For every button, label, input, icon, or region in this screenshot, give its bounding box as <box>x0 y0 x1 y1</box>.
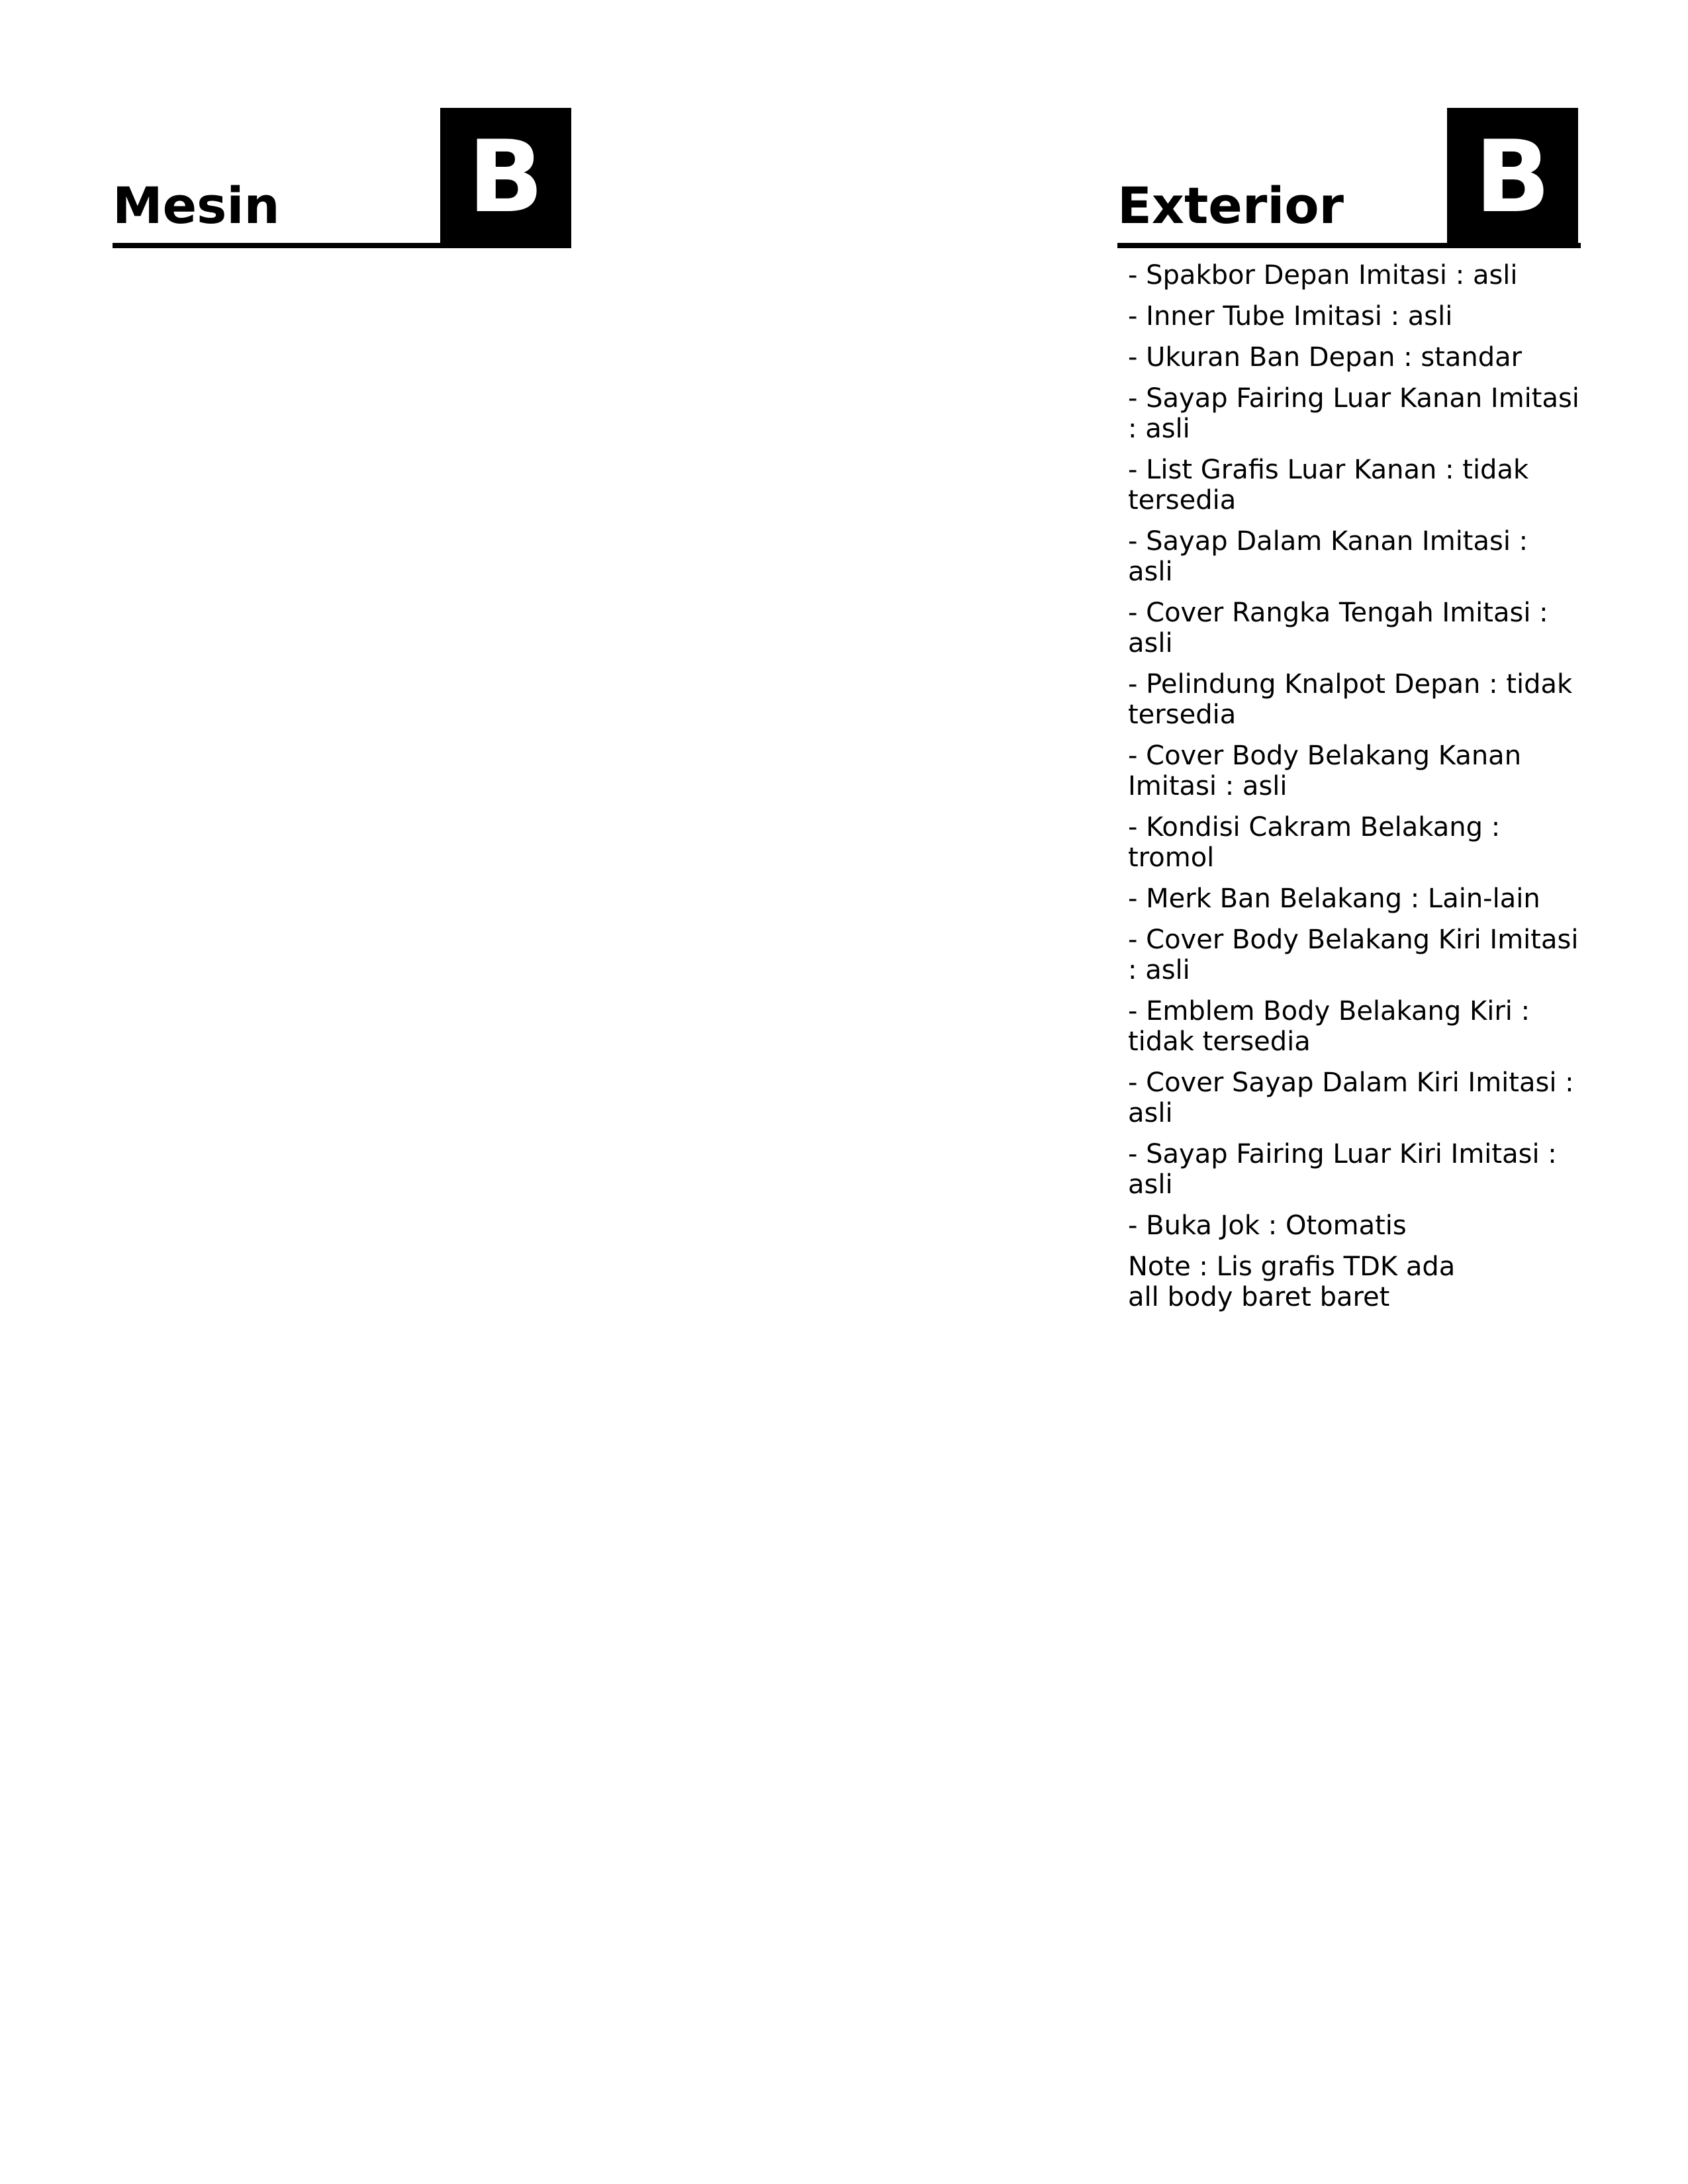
list-item: - Pelindung Knalpot Depan : tidak tersedia <box>1128 669 1573 730</box>
list-item: - Kondisi Cakram Belakang : tromol <box>1128 812 1501 873</box>
list-item: - List Grafis Luar Kanan : tidak tersedia <box>1128 455 1529 516</box>
exterior-note <box>1117 1251 1459 1312</box>
note-line: all body baret baret <box>1128 1282 1390 1312</box>
list-item: - Cover Rangka Tengah Imitasi : asli <box>1128 598 1548 659</box>
list-item: - Cover Body Belakang Kanan Imitasi : asli <box>1128 741 1522 801</box>
section-title-mesin: Mesin <box>113 176 280 235</box>
exterior-item-list <box>1117 248 1581 1241</box>
list-item: - Sayap Fairing Luar Kanan Imitasi : asli <box>1128 383 1579 444</box>
note-line: Note : Lis grafis TDK ada <box>1128 1251 1456 1282</box>
section-title-exterior: Exterior <box>1117 176 1344 235</box>
list-item: - Cover Body Belakang Kiri Imitasi : asli <box>1128 925 1579 985</box>
list-item: - Spakbor Depan Imitasi : asli <box>1128 260 1518 291</box>
list-item: - Sayap Fairing Luar Kiri Imitasi : asli <box>1128 1139 1557 1200</box>
section-mesin <box>113 108 569 248</box>
list-item: - Merk Ban Belakang : Lain-lain <box>1128 884 1540 914</box>
list-item: - Inner Tube Imitasi : asli <box>1128 301 1453 332</box>
list-item: - Sayap Dalam Kanan Imitasi : asli <box>1128 526 1528 587</box>
list-item: - Cover Sayap Dalam Kiri Imitasi : asli <box>1128 1068 1574 1128</box>
section-exterior <box>1117 108 1581 1312</box>
grade-badge-exterior: B <box>1447 108 1578 248</box>
section-header-exterior <box>1117 108 1581 248</box>
section-header-mesin <box>113 108 569 248</box>
list-item: - Buka Jok : Otomatis <box>1128 1210 1407 1241</box>
grade-badge-mesin: B <box>440 108 571 248</box>
list-item: - Emblem Body Belakang Kiri : tidak tersedia <box>1128 996 1530 1057</box>
list-item: - Ukuran Ban Depan : standar <box>1128 342 1523 373</box>
